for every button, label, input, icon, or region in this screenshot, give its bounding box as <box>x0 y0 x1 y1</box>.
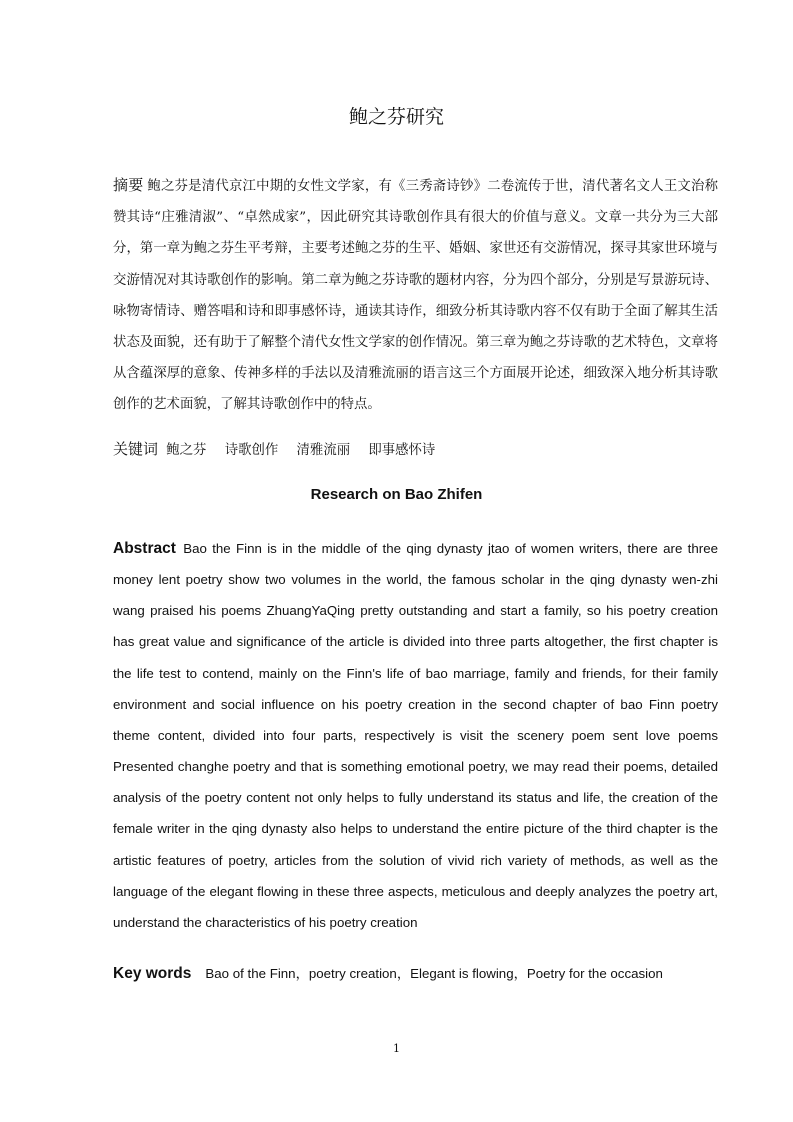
chinese-keyword: 鲍之芬 <box>166 443 207 458</box>
english-keywords-label: Key words <box>113 965 192 982</box>
chinese-keyword: 诗歌创作 <box>224 443 279 458</box>
english-abstract-label: Abstract <box>113 540 176 557</box>
page-number: 1 <box>393 1042 400 1055</box>
english-title: Research on Bao Zhifen <box>310 486 483 503</box>
chinese-abstract <box>113 170 718 421</box>
english-keywords <box>113 960 718 988</box>
chinese-abstract-text: 鲍之芬是清代京江中期的女性文学家，有《三秀斋诗钞》二卷流传于世，清代著名文人王文治称赞其诗“庄雅清淑”、“卓然成家”，因此研究其诗歌创作具有很大的价值与意义。文章一共分为三大部分，第一章为鲍之芬生平考辩，主要考述鲍之芬的生平、婚姻、家世还有交游情况，探寻其家世环境与交游情况对其诗歌创作的影响。第二章为鲍之芬诗歌的题材内容，分为四个部分，分别是写景游玩诗、咏物寄情诗、赠答唱和诗和即事感怀诗，通读其诗作，细致分析其诗歌内容不仅有助于全面了解其生活状态及面貌，还有助于了解整个清代女性文学家的创作情况。第三章为鲍之芬诗歌的艺术特色，文章将从含蕴深厚的意象、传神多样的手法以及清雅流丽的语言这三个方面展开论述，细致深入地分析其诗歌创作的艺术面貌，了解其诗歌创作中的特点。 <box>113 179 718 413</box>
english-abstract-text: Bao the Finn is in the middle of the qing dynasty jtao of women writers, there are three money lent poetry show two volumes in the world, the famous scholar in the qing dynasty wen-zhi wang praised his poems ZhuangYaQing pretty outstanding and start a family, so his poetry creation has great value and significance of the article is divided into three parts altogether, the first chapter is the life test to contend, mainly on the Finn's life of bao marriage, family and friends, for their family environment and social influence on his poetry creation in the second chapter of bao Finn poetry theme content, divided into four parts, respectively is visit the scenery poem sent love poems Presented changhe poetry and that is something emotional poetry, we may read their poems, detailed analysis of the poetry content not only helps to fully understand its status and life, the creation of the female writer in the qing dynasty also helps to understand the entire picture of the third chapter is the artistic features of poetry, articles from the solution of vivid rich variety of methods, as well as the language of the elegant flowing in these three aspects, meticulous and deeply analyzes the poetry art, understand the characteristics of his poetry creation <box>113 541 718 930</box>
chinese-keywords-label: 关键词 <box>113 440 159 458</box>
english-keywords-text: Bao of the Finn，poetry creation，Elegant is flowing，Poetry for the occasion <box>205 966 663 981</box>
chinese-abstract-label: 摘要 <box>113 176 144 194</box>
english-abstract <box>113 533 718 938</box>
chinese-keyword: 清雅流丽 <box>296 443 351 458</box>
chinese-keywords <box>113 436 718 464</box>
chinese-title: 鲍之芬研究 <box>348 106 444 128</box>
chinese-keyword: 即事感怀诗 <box>368 443 436 458</box>
